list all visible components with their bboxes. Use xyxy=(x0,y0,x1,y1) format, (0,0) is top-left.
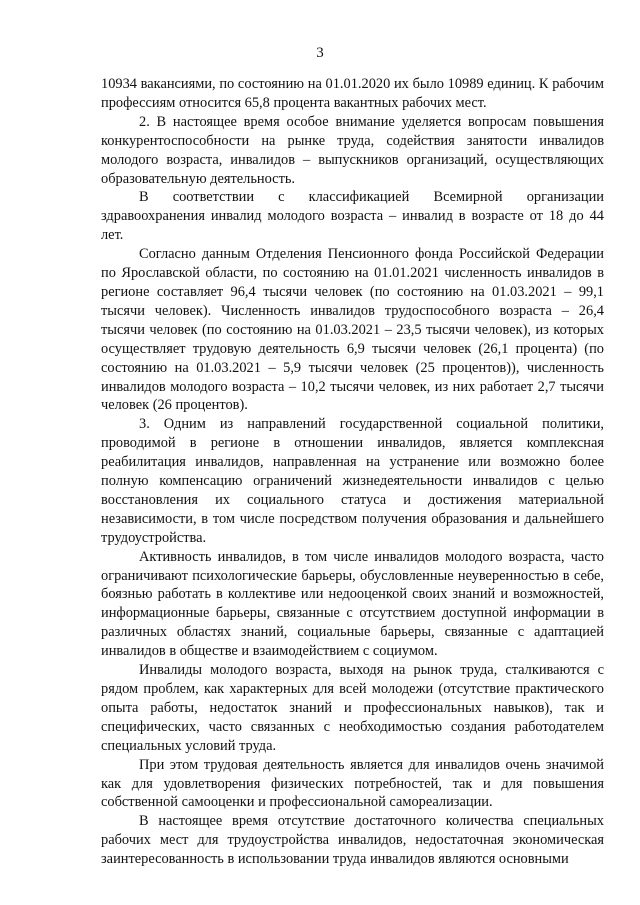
paragraph-barriers: Активность инвалидов, в том числе инвалидов молодого возраста, часто ограничивают психологические барьеры, обусловленные неуверенностью в себе, боязнью работать в коллективе или недооценкой своих знаний и возможностей, информационные барьеры, связанные с отсутствием доступной информации в различных областях знаний, социальные барьеры, связанные с адаптацией инвалидов в обществе и взаимодействием с социумом. xyxy=(101,548,604,660)
paragraph-competitiveness: 2. В настоящее время особое внимание уделяется вопросам повышения конкурентоспособности на рынке труда, содействия занятости инвалидов молодого возраста, инвалидов – выпускников организаций, осуществляющих образовательную деятельность. xyxy=(101,113,604,187)
paragraph-rehabilitation-policy: 3. Одним из направлений государственной социальной политики, проводимой в регионе в отношении инвалидов, является комплексная реабилитация инвалидов, направленная на устранение или возможно более полную компенсацию ограничений жизнедеятельности инвалидов с целью восстановления их социального статуса и достижения материальной независимости, в том числе посредством получения образования и дальнейшего трудоустройства. xyxy=(101,416,604,546)
paragraph-vacancies: 10934 вакансиями, по состоянию на 01.01.2020 их было 10989 единиц. К рабочим профессиям относится 65,8 процента вакантных рабочих мест. xyxy=(101,76,604,111)
paragraph-who-classification: В соответствии с классификацией Всемирной организации здравоохранения инвалид молодого возраста – инвалид в возрасте от 18 до 44 лет. xyxy=(101,189,604,244)
paragraph-lack-of-workplaces: В настоящее время отсутствие достаточного количества специальных рабочих мест для трудоустройства инвалидов, недостаточная экономическая заинтересованность в использовании труда инвалидов являются основными xyxy=(101,813,604,868)
paragraph-pension-fund-statistics: Согласно данным Отделения Пенсионного фонда Российской Федерации по Ярославской области, по состоянию на 01.01.2021 численность инвалидов в регионе составляет 96,4 тысячи человек (по состоянию на 01.03.2021 – 99,1 тысячи человек). Численность инвалидов трудоспособного возраста – 26,4 тысячи человек (по состоянию на 01.03.2021 – 23,5 тысячи человек), из которых осуществляет трудовую деятельность 6,9 тысячи человек (26,1 процента) (по состоянию на 01.03.2021 – 5,9 тысячи человек (25 процентов)), численность инвалидов молодого возраста – 10,2 тысячи человек, из них работает 2,7 тысячи человек (26 процентов). xyxy=(101,246,604,414)
paragraph-work-significance: При этом трудовая деятельность является для инвалидов очень значимой как для удовлетворения физических потребностей, так и для повышения собственной самооценки и профессиональной самореализации. xyxy=(101,756,604,811)
document-body xyxy=(101,75,604,869)
page-number: 3 xyxy=(316,45,324,61)
paragraph-labor-market-problems: Инвалиды молодого возраста, выходя на рынок труда, сталкиваются с рядом проблем, как характерных для всей молодежи (отсутствие практического опыта работы, недостаток знаний и профессиональных навыков), так и специфических, часто связанных с необходимостью создания работодателем специальных условий труда. xyxy=(101,662,604,754)
